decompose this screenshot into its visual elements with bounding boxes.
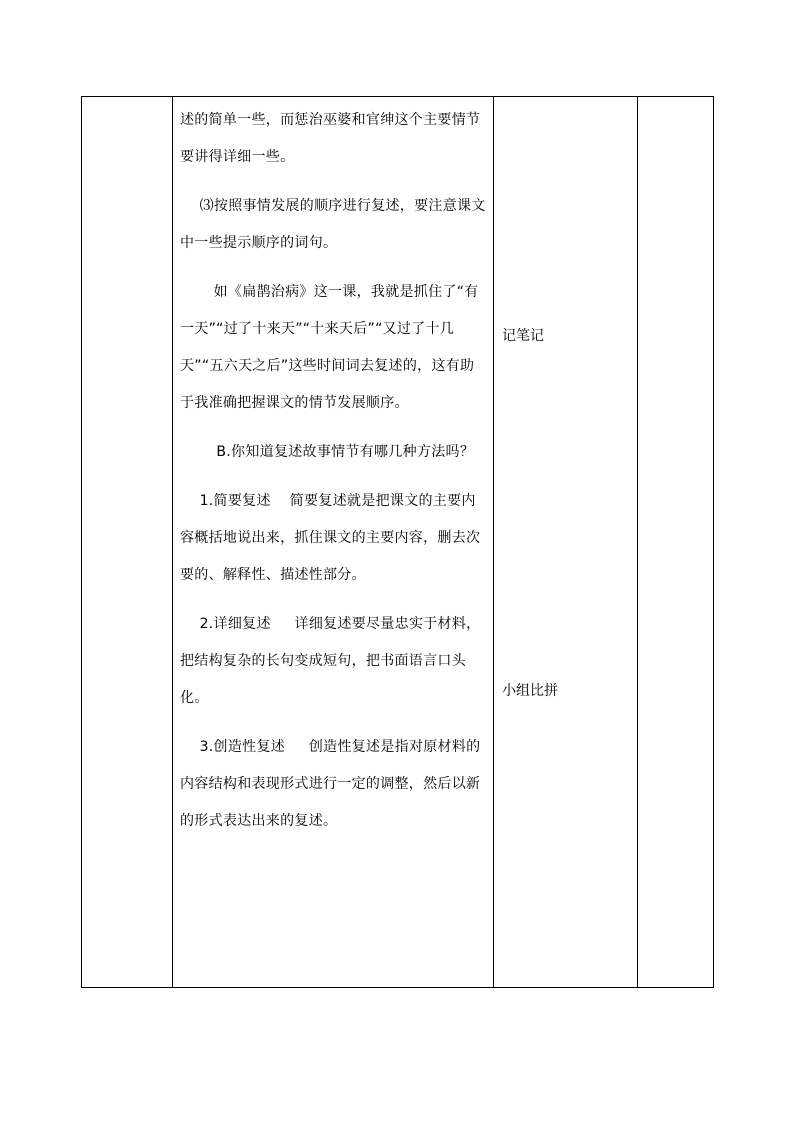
content-paragraph: 3.创造性复述 创造性复述是指对原材料的内容结构和表现形式进行一定的调整，然后以新的形式表达出来的复述。: [180, 739, 481, 829]
table-row: [82, 97, 714, 988]
content-paragraph: 1.简要复述 简要复述就是把课文的主要内容概括地说出来，抓住课文的主要内容，删去次要的、解释性、描述性部分。: [180, 493, 481, 583]
empty-cell-left: [82, 97, 173, 988]
content-paragraph: 如《扁鹊治病》这一课，我就是抓住了“有一天”“过了十来天”“十来天后”“又过了十几天”“五六天之后”这些时间词去复述的，这有助于我准确把握课文的情节发展顺序。: [180, 284, 479, 411]
content-paragraph: ⑶按照事情发展的顺序进行复述，要注意课文中一些提示顺序的词句。: [180, 198, 486, 251]
content-question: B.你知道复述故事情节有哪几种方法吗？: [216, 444, 475, 460]
activity-label: 小组比拼: [502, 683, 558, 699]
teaching-content: [173, 97, 493, 840]
content-paragraph: 述的简单一些，而惩治巫婆和官绅这个主要情节要讲得详细一些。: [180, 112, 481, 165]
student-activity-cell: [494, 97, 638, 988]
activity-label: 记笔记: [502, 328, 544, 344]
content-paragraph: 2.详细复述 详细复述要尽量忠实于材料，把结构复杂的长句变成短句，把书面语言口头化。: [180, 616, 481, 706]
teaching-content-cell: [173, 97, 494, 988]
empty-cell-right: [638, 97, 714, 988]
lesson-plan-table: [81, 96, 714, 988]
